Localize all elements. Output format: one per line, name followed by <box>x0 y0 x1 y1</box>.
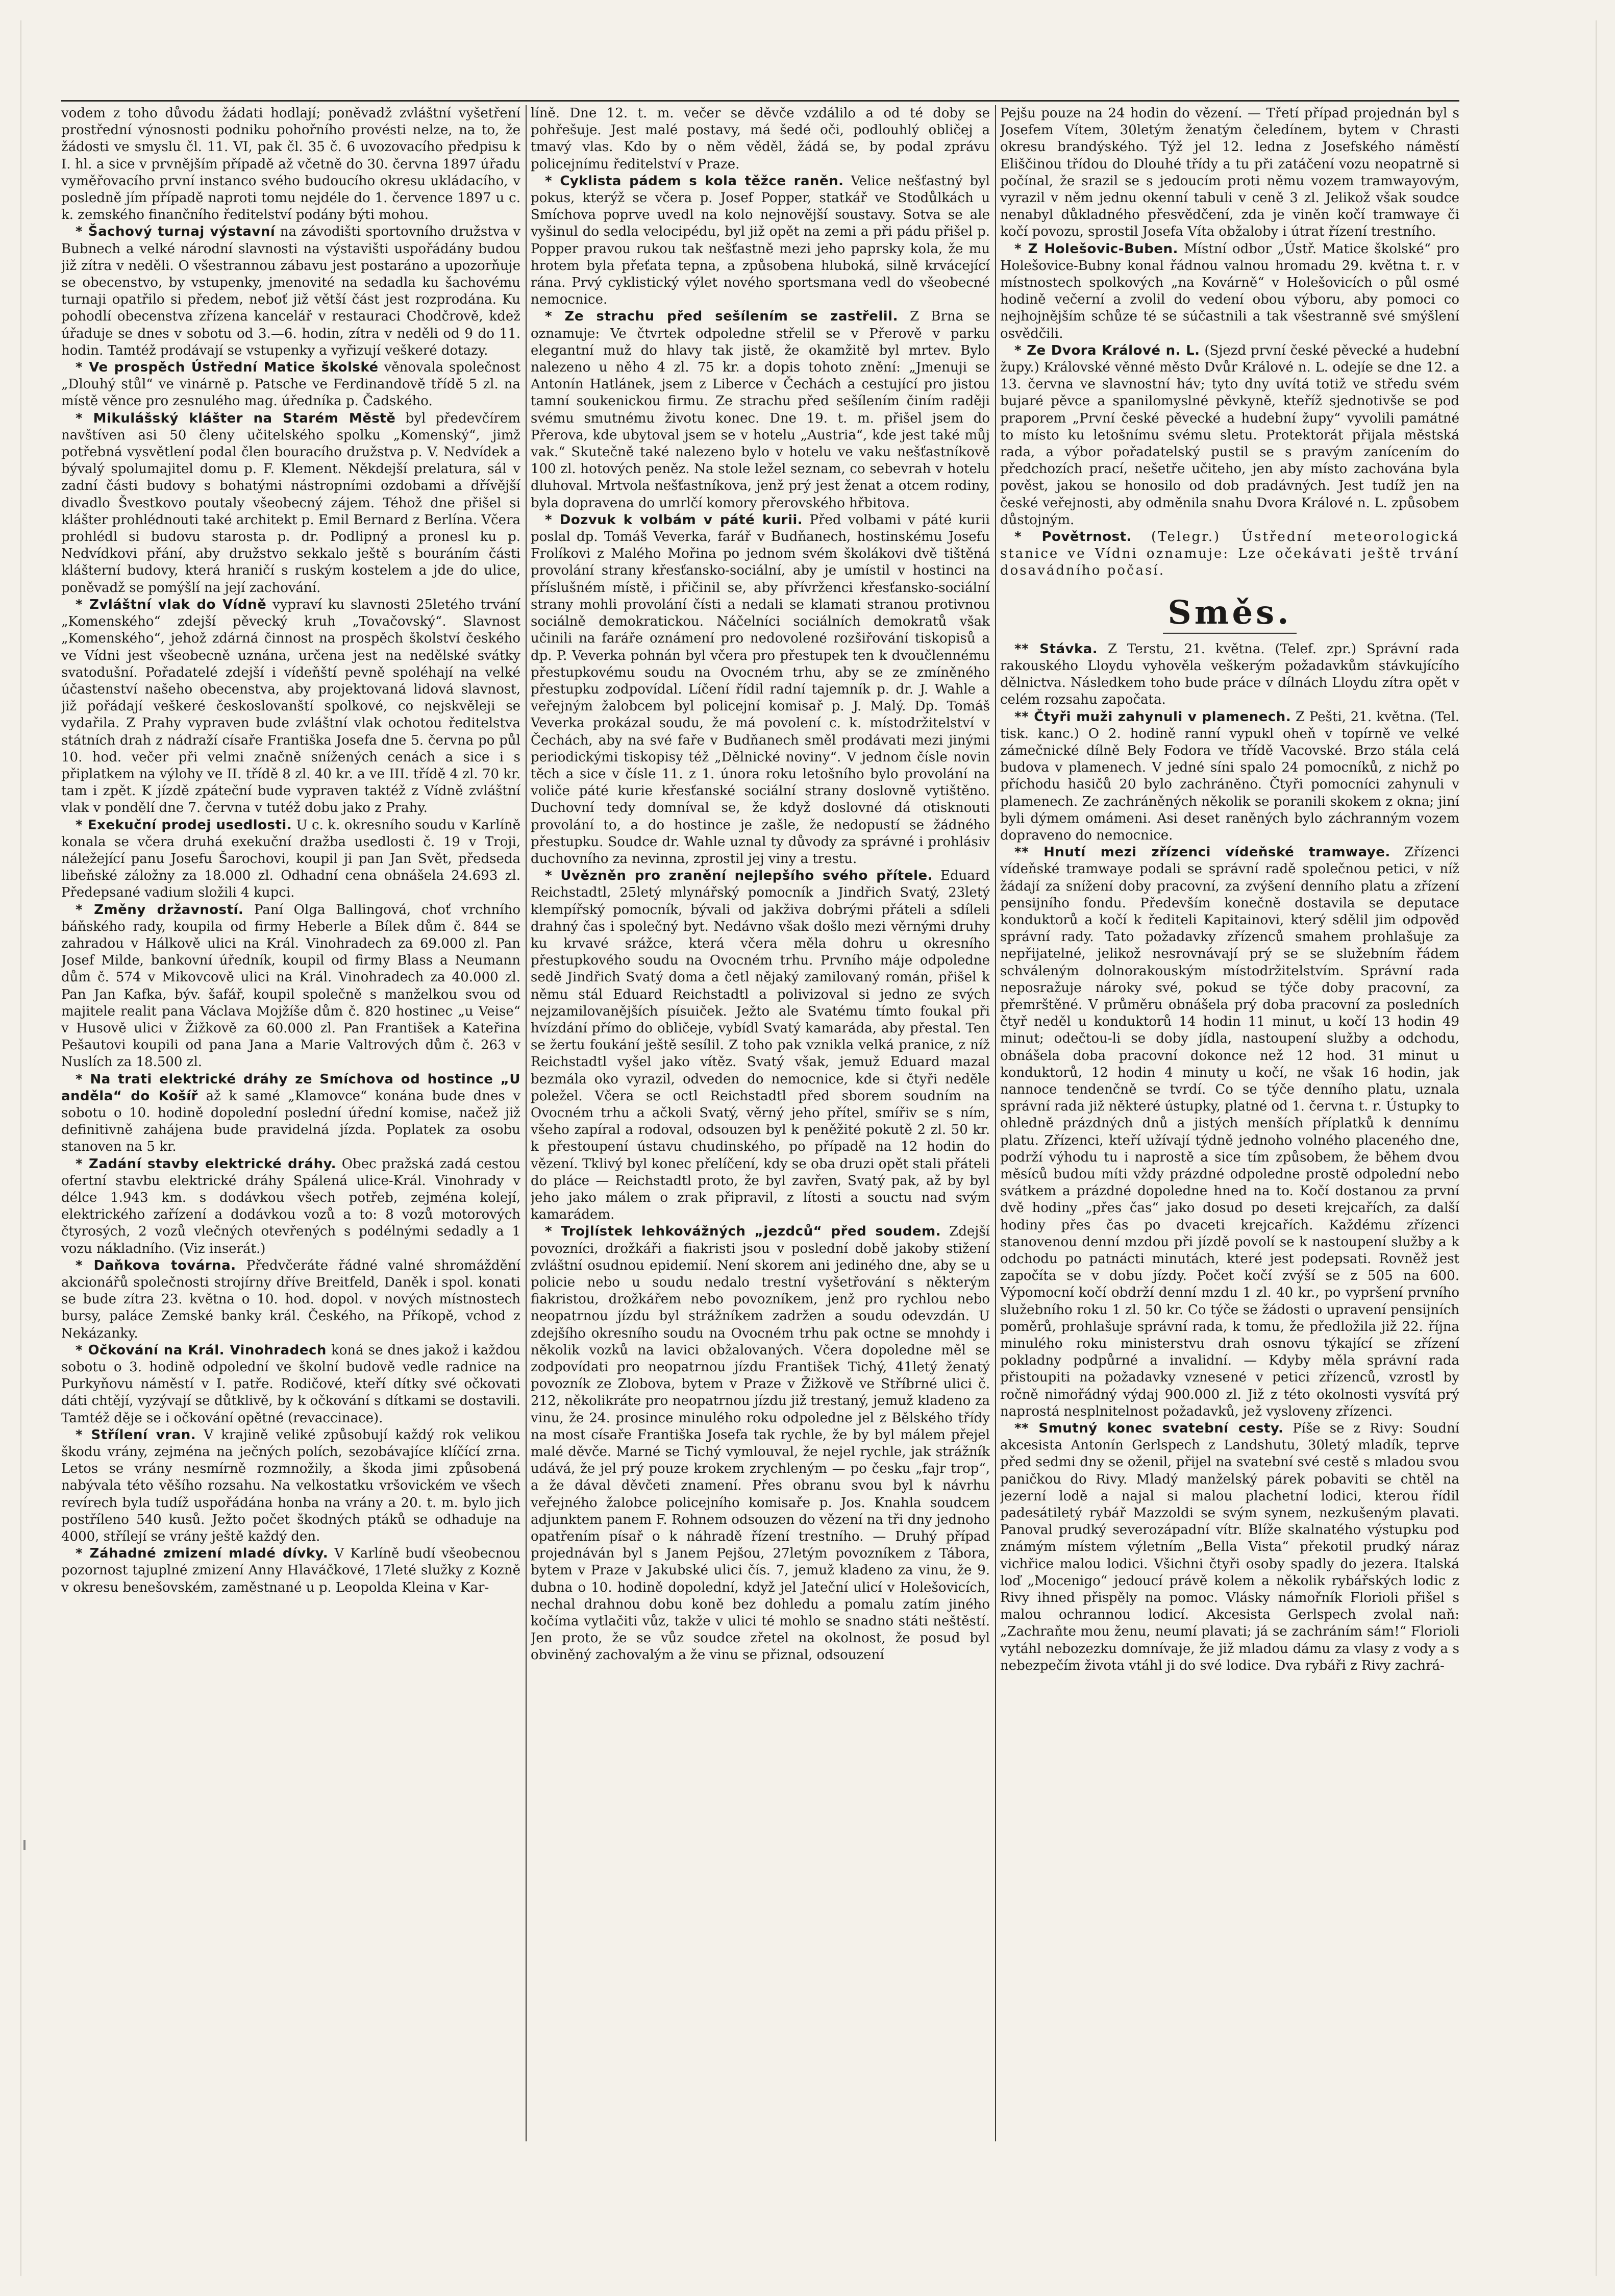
news-body: Velice nešťastný byl pokus, kterýž se včera p. Josef Popper, statkář ve Stodůlkách u Smíchova poprve uvedl na kolo nejnovější soustavy. Sotva se ale vyšinul do sedla velocipédu, byl již opět na zemi a při pádu přišel p. Popper pravou rukou tak nešťastně mezi jeho paprsky kola, že mu hrotem byla přeťata tepna, a způsobena hluboká, silně krvácející rána. Prvý cyklistický výlet nového sportsmana vedl do všeobecné nemocnice. <box>531 173 990 308</box>
news-item <box>1000 641 1459 709</box>
news-body: V Karlíně budí všeobecnou pozornost tajuplné zmizení Anny Hlaváčkové, 17leté služky z Kozně v okresu benešovském, zaměstnané u p. Leopolda Kleina v Kar- <box>61 1546 520 1595</box>
news-headline: * Cyklista pádem s kola těžce raněn. <box>545 173 844 189</box>
news-headline: ** Hnutí mezi zřízenci vídeňské tramwaye. <box>1014 845 1390 860</box>
news-item <box>1000 1420 1459 1674</box>
article-text: vodem z toho důvodu žádati hodlají; poněvadž zvláštní vyšetření prostřední výnosnosti podniku pohořního provésti nelze, na to, že žádosti ve smyslu čl. 11. VI, pak čl. 35 č. 6 uvozovacího předpisu k I. hl. a sice v prvnějším případě až včetně do 30. června 1897 úřadu vyměřovacího první instanco svého budoucího okresu ukládacího, v posledně jím případě naproti tomu nejdéle do 1. července 1897 u c. k. zemského finančního ředitelství podány býti mohou. <box>61 106 520 223</box>
news-item <box>1000 844 1459 1420</box>
news-body: U c. k. okresního soudu v Karlíně konala se včera druhá exekuční dražba usedlosti č. 19 v Troji, náležející panu Josefu Šarochovi, koupil ji pan Jan Svět, předseda libeňské záložny za 18.000 zl. Odhadní cena obnášela 24.693 zl. Předepsané vadium složili 4 kupci. <box>61 817 520 901</box>
news-body: Píše se z Rivy: Soudní akcesista Antonín Gerlspech z Landshutu, 30letý mladík, teprve před sedmi dny se oženil, přijel na svatební své cestě s mladou svou paničkou do Rivy. Mladý manželský párek pobaviti se chtěl na jezerní lodě a najal si malou plachetní lodici, kterou řídil padesátiletý rybář Mazzoldi se svým synem, nezkušeným plavati. Panoval prudký severozápadní vítr. Blíže skalnatého výstupku pod známým místem výletním „Bella Vista“ překotil prudký náraz vichřice malou lodici. Všichni čtyři osoby spadly do jezera. Italská loď „Mocenigo“ jedoucí právě kolem a několik rybářských lodic z Rivy ihned přispěly na pomoc. Vlásky námořník Florioli přišel s malou ochrannou lodicí. Akcesista Gerlspech zvolal naň: „Zachraňte mou ženu, neumí plavati; já se zachráním sám!“ Florioli vytáhl nebozezku domnívaje, že již mladou dámu za vlasy z vody a s nebezpečím života vtáhl ji do své lodice. Dva rybáři z Rivy zachrá- <box>1000 1421 1459 1673</box>
news-body: až k samé „Klamovce“ konána bude dnes v sobotu o 10. hodině dopolední poslední úřední komise, načež již definitivně zahájena bude pravidelná jízda. Poplatek za osobu stanoven na 5 kr. <box>61 1088 520 1155</box>
news-body: Předvčeráte řádné valné shromáždění akcionářů společnosti strojírny dříve Breitfeld, Daněk i spol. konati se bude zítra 23. května o 10. hod. dopol. v nových místnostech bursy, paláce Zemské banky král. Českého, na Příkopě, vchod z Nekázanky. <box>61 1257 520 1341</box>
section-title <box>1000 595 1459 631</box>
top-rule <box>61 100 1459 102</box>
news-item <box>61 817 520 902</box>
column-divider <box>526 105 527 2141</box>
news-body: Zřízenci vídeňské tramwaye podali se správní radě společnou petici, v níž žádají za snížení doby pracovní, za zvýšení denního platu a zřízení pensijního fondu. Především konečně dostavila se deputace konduktorů a kočí k řediteli Kapitainovi, který sdělil jim odpověď správní rady. Tato požadavky zřízenců smahem prohlašuje za nepřijatelné, jelikož nesrovnávají prý se se služebním řádem schváleným dolnorakouským místodržitelstvím. Správní rada neposražuje nároky své, pokud se týče doby pracovní, za přemrštěné. V průměru obnášela prý doba pracovní za posledních čtyř neděl u konduktorů 14 hodin 11 minut, u kočí 13 hodin 49 minut; odečtou-li se doby jídla, nastoupení služby a odchodu, obnášela doba pracovní dokonce než 12 hod. 31 minut u konduktorů, 12 hodin 4 minuty u kočí, ne však 16 hodin, jak nannoce tendenčně se tvrdí. Co se týče denního platu, uznala správní rada již některé ústupky, platné od 1. června t. r. Ústupky to ohledně prázdných dnů a jistých menších příplatků k dennímu platu. Zřízenci, kteří užívají týdně jednoho volného placeného dne, podrží výhodu tu i naprostě a sice tím způsobem, že během dvou měsíců budou míti vždy prázdné odpoledne prostě odpolední nebo svátkem a prázdné dopoledne hned na to. Kočí dostanou za první dvě hodiny „přes čas“ jako dosud po deseti krejcařích, za další hodiny přes čas po dvaceti krejcařích. Každému zřízenci stanovenou denní mzdou při jízdě povolí se k nastoupení služby a k odchodu po patnácti minutách, které jest podepsati. Rovněž jest započíta se v dobu jízdy. Počet kočí zvýší se z 505 na 600. Výpomocní kočí obdrží denní mzdu 1 zl. 40 kr., po vypršení prvního služebního roku 1 zl. 50 kr. Co týče se žádosti o upravení pensijních poměrů, prohlašuje správní rada, k tomu, že předložila již 22. října minulého roku ministerstvu drah osnovu týkající se zřízení pokladny podpůrné a invalidní. — Kdyby měla správní rada přistoupiti na požadavky vznesené v petici zřízenců, vzrostl by ročně nimořádný výdaj 900.000 zl. Již z této okolnosti vysvítá prý naprostá nesplnitelnost požadavků, jež vysloveny zřízenci. <box>1000 845 1459 1419</box>
column-2 <box>531 105 990 2172</box>
section-title-text: Směs. <box>1163 594 1297 634</box>
news-body: Místní odbor „Ústř. Matice školské“ pro Holešovice-Bubny konal řádnou valnou hromadu 29. května t. r. v místnostech spolkových „na Kovárně“ v Holešovicích o půl osmé hodině večerní a zvolil do vedení obou výboru, aby pomoci co nejhojnějším schůze té se súčastnili a tak všestranně své smýšlení osvědčili. <box>1000 241 1459 341</box>
column-divider <box>995 105 996 2141</box>
news-item <box>61 1257 520 1342</box>
news-body: Z Terstu, 21. května. (Telef. zpr.) Správní rada rakouského Lloydu vyhověla veškerým požadavkům stávkujícího dělnictva. Následkem toho bude práce v dílnách Lloydu zítra opět v celém rozsahu započata. <box>1000 641 1459 708</box>
news-item <box>1000 529 1459 580</box>
news-body: Z Pešti, 21. května. (Tel. tisk. kanc.) O 2. hodině ranní vypukl oheň v topírně ve velké zámečnické dílně Bely Fodora ve třídě Vacovské. Brzo stála celá budova v plamenech. V jedné síni spalo 24 pomocníků, z nichž po příchodu hasičů 20 bylo zachráněno. Čtyři pomocníci zahynuli v plamenech. Ze zachráněných několik se poranili skokem z okna; jiní byli dýmem omámeni. Asi deset raněných bylo záchranným vozem dopraveno do nemocnice. <box>1000 709 1459 843</box>
news-headline: * Trojlístek lehkovážných „jezdců“ před soudem. <box>545 1224 941 1240</box>
news-body: Před volbami v páté kurii poslal dp. Tomáš Veverka, farář v Budňanech, hostinskému Josefu Frolíkovi z Malého Mořina po jednom svém školákovi dvě tištěná provolání strany křesťansko-sociální, aby je umístil v hostinci na příslušném místě, i přičinil se, aby přívrženci křesťansko-sociální strany mohli provolání čísti a nedali se klamati stranou protivnou sociálně demokratickou. Náčelníci sociálních demokratů však učinili na faráře oznámení pro nedovolené rozšiřování tiskopisů a dp. P. Veverka pohnán byl včera pro přestupek ten k dvoučlennému přestupkovému soudu na Ovocném trhu, aby se ze zmíněného přestupku zodpovídal. Líčení řídil radní tajemník p. dr. J. Wahle a veřejným žalobcem byl policejní komisař p. J. Malý. Dp. Tomáš Veverka prokázal soudu, že má povolení c. k. místodržitelství v Čechách, aby na své faře v Budňanech směl prodávati mezi jinými periodickými tiskopisy též „Dělnické noviny“. V jednom čísle novin těch a sice v čísle 11. z 1. února roku letošního bylo provolání na voliče páté kurie křesťanské sociální strany doslovně vytištěno. Duchovní tedy domníval se, že když doslovné dá otisknouti provolání to, a do hostince je zašle, že nedopustí se žádného přestupku. Soudce dr. Wahle uznal ty důvody za správné i prohlásiv duchovního za nevinna, zprostil jej viny a trestu. <box>531 512 990 867</box>
article-text: Pejšu pouze na 24 hodin do vězení. — Třetí případ projednán byl s Josefem Vítem, 30letým ženatým čeledínem, bytem v Chrasti okresu brandýského. Týž jel 12. ledna z Josefského náměstí Eliščinou třídou do Dlouhé třídy a tu při zatáčení vozu neopatrně si počínal, že srazil se s jedoucím proti němu vozem tramwayovým, vyrazil v něm jednu okenní tabuli v ceně 3 zl. Jelikož však soudce nenabyl důkladného přesvědčení, zda je viněn kočí tramwaye či kočí povozu, sprostil Josefa Víta obžaloby i útrat řízení trestního. <box>1000 106 1459 240</box>
news-item <box>1000 709 1459 845</box>
margin-mark <box>23 1840 26 1850</box>
news-item <box>531 308 990 511</box>
article-text: líně. Dne 12. t. m. večer se děvče vzdálilo a od té doby se pohřešuje. Jest malé postavy, má šedé oči, podlouhlý obličej a tmavý vlas. Kdo by o něm věděl, žádá se, by podal zprávu policejnímu ředitelství v Praze. <box>531 106 990 172</box>
news-item <box>61 359 520 410</box>
news-item <box>61 902 520 1071</box>
news-item <box>1000 342 1459 529</box>
news-body: Z Brna se oznamuje: Ve čtvrtek odpoledne střelil se v Přerově v parku elegantní muž do hlavy tak jistě, že okamžitě byl mrtev. Bylo nalezeno u něho 4 zl. 75 kr. a dopis tohoto znění: „Jmenuji se Antonín Hatlánek, jsem z Liberce v Čechách a cestující pro jistou tamní soukenickou firmu. Ze strachu před sešílením činím raději svému smutnému životu konec. Dne 19. t. m. přišel jsem do Přerova, kde ubytoval jsem se v hotelu „Austria“, kde jest také můj vak.“ Skutečně také nalezeno bylo v hotelu ve vaku nešťastníkově 100 zl. hotových peněz. Na stole ležel seznam, co sebevrah v hotelu dluhoval. Mrtvola nešťastníkova, jenž prý jest ženat a otcem rodiny, byla dopravena do umrlčí komory přerovského hřbitova. <box>531 309 990 511</box>
news-body: (Telegr.) Ústřední meteorologická stanice ve Vídni oznamuje: Lze očekávati ještě trvání dosavádního počasí. <box>1000 529 1459 579</box>
news-body: (Sjezd první české pěvecké a hudební župy.) Královské věnné město Dvůr Králové n. L. odejíe se dne 12. a 13. června ve slavnostní háv; tyto dny uvítá totiž ve středu svém bujaré pěvce a spanilomyslné pěvkyně, kteříž sjednotivše se pod praporem „První české pěvecké a hudební župy“ vyvolili památné to místo ku letošnímu svému sletu. Protektorát přijala městská rada, a výbor pořadatelský pustil se s pravým zanícením do předchozích prací, nešetře učiteho, jen aby místo zachována byla pověst, jakou se honosilo od dob pradávných. Jest tudíž jen na české veřejnosti, aby odměnila snahu Dvora Králové n. L. způsobem důstojným. <box>1000 342 1459 528</box>
news-headline: * Zvláštní vlak do Vídně <box>76 597 267 612</box>
news-headline: * Povětrnost. <box>1014 529 1132 545</box>
news-headline: * Dozvuk k volbám v páté kurii. <box>545 512 803 528</box>
news-body: Eduard Reichstadtl, 25letý mlynářský pomocník a Jindřich Svatý, 23letý klempířský pomocník, bývali od jakživa dobrými přáteli a sdíleli drahný čas i společný byt. Nedávno však došlo mezi věrnými druhy ku krvavé srážce, která včera měla dohru u okresního přestupkového soudu na Ovocném trhu. Prvního máje odpoledne sedě Jindřich Svatý doma a četl nějaký zamilovaný román, přišel k němu stál Eduard Reichstadtl a polivizoval si jedno ze svých nejzamilovanějších písuiček. Ježto ale Svatému tímto foukal při hvízdání přímo do obličeje, vybídl Svatý kamaráda, aby přestal. Ten se žertu foukání ještě sesílil. Z toho pak vznikla velká pranice, z níž Reichstadtl vyšel jako vítěz. Svatý však, jemuž Eduard mazal bezmála oko vyrazil, odveden do nemocnice, kde si čtyři neděle poležel. Včera se octl Reichstadtl před sborem soudním na Ovocném trhu a ačkoli Svatý, věrný jeho přítel, smířiv se s ním, všeho zapíral a rodoval, odsouzen byl k peněžité pokutě 2 zl. 50 kr. k přestoupení ústavu chudinského, po případě na 12 hodin do vězení. Tklivý byl konec přelíčení, kdy se oba druzi opět stali přáteli do pláce — Reichstadtl proto, že byl zavřen, Svatý pak, až by byl jeho jako málem o zrak připravil, z lítosti a souctu nad svým kamarádem. <box>531 868 990 1223</box>
news-headline: * Střílení vran. <box>76 1427 196 1443</box>
news-headline: * Daňkova továrna. <box>76 1257 236 1273</box>
news-item <box>61 1342 520 1427</box>
news-item <box>61 224 520 359</box>
news-headline: ** Smutný konec svatební cesty. <box>1014 1421 1284 1437</box>
news-headline: * Z Holešovic-Buben. <box>1014 241 1178 257</box>
news-item <box>531 1223 990 1664</box>
news-headline: * Ze Dvora Králové n. L. <box>1014 342 1200 358</box>
news-item <box>531 868 990 1223</box>
news-body: vypraví ku slavnosti 25letého trvání „Komenského“ zdejší pěvecký kruh „Tovačovský“. Slavnost „Komenského“, jehož zdárná činnost na prospěch školství českého ve Vídni jest všeobecně uznána, určena jest na nedělské svátky svatodušní. Pořadatelé zdejší i vídeňští pevně spoléhají na velké účastenství našeho obecenstva, aby projektovaná lidová slavnost, již pořádají veškeré českoslovanští spolkové, co nejskvěleji se vydařila. Z Prahy vypraven bude zvláštní vlak ochotou ředitelstva státních drah z nádraží císaře Františka Josefa dne 5. června po půl 10. hod. večer při velmi značně snížených cenách a sice i s připlatkem na výlohy ve II. třídě 8 zl. 40 kr. a ve III. třídě 4 zl. 70 kr. tam i zpět. K jízdě zpáteční bude vypraven taktéž z Vídně zvláštní vlak v pondělí dne 7. června v tutéž dobu jako z Prahy. <box>61 597 520 816</box>
news-headline: * Ve prospěch Ústřední Matice školské <box>76 360 379 376</box>
news-headline: * Zadání stavby elektrické dráhy. <box>76 1156 337 1172</box>
news-item <box>531 173 990 309</box>
news-body: byl předevčírem navštíven asi 50 členy učitelského spolku „Komenský“, jimž potřebná vysvětlení podal člen bouracího družstva p. V. Nedvídek a bývalý spolumajitel domu p. F. Klement. Někdejší prelatura, sál v zadní části budovy s bohatými nástropními ozdobami a dřívější divadlo Švestkovo poutaly všeobecný zájem. Téhož dne přišel si klášter prohlédnouti také architekt p. Emil Bernard z Berlína. Včera prohlédl si budovu starosta p. dr. Podlipný a pronesl ku p. Nedvídkovi přání, aby družstvo sekkalo ještě s bouráním části klášterní budovy, která hraničí s ruským kostelem a jde do ulice, poněvadž se pomýšlí na její zachování. <box>61 410 520 596</box>
news-body: Paní Olga Ballingová, choť vrchního báňského rady, koupila od firmy Heberle a Bílek dům č. 844 se zahradou v Hálkově ulici na Král. Vinohradech za 69.000 zl. Pan Josef Milde, bankovní úředník, koupil od firmy Blass a Neumann dům č. 574 v Mikovcově ulici na Král. Vinohradech za 40.000 zl. Pan Jan Kafka, býv. šafář, koupil společně s manželkou svou od majitele realit pana Václava Mojžíše dům č. 820 hostinec „u Veise“ v Husově ulici v Žižkově za 60.000 zl. Pan František a Kateřina Pešautovi koupili od pana Jana a Marie Valtrových dům č. 263 v Nuslích za 18.500 zl. <box>61 902 520 1070</box>
news-item <box>61 410 520 597</box>
news-body: Zdejší povozníci, drožkáři a fiakristi jsou v poslední době jakoby stižení zvláštní osudnou epidemií. Není skorem ani jediného dne, aby se u policie nebo u soudu nedalo trestní vyšetřování s některým fiakristou, drožkářem nebo povozníkem, jenž pro rychlou nebo neopatrnou jízdu byl strážníkem zadržen a soudu odevzdán. U zdejšího okresního soudu na Ovocném trhu pak octne se mnohdy i několik vozků na lavici obžalovaných. Včera dopoledne měl se zodpovídati pro neopatrnou jízdu František Tichý, 41letý ženatý povozník ze Zlobova, bytem v Praze v Žižkově ve Stříbrné ulici č. 212, několikráte pro neopatrnou jízdu již trestaný, jemuž kladeno za vinu, že 24. prosince minulého roku odpoledne jel z Bělského třídy na most císaře Františka Josefa tak rychle, že by byl málem přejel malé děvče. Marné se Tichý vymlouval, že nejel rychle, jak strážník udává, že jel prý pouze krokem zrychleným — po česku „fajr trop“, a že dával děvčeti znamení. Přes obranu svou byl k návrhu veřejného žalobce policejního komisaře p. Jos. Knahla soudcem adjunktem panem F. Rohnem odsouzen do vězení na tři dny jednoho opatřením písař o k náhradě řízení trestního. — Druhý případ projednáván byl s Janem Pejšou, 27letým povozníkem z Tábora, bytem v Praze v Jakubské ulici čís. 7, jemuž kladeno za vinu, že 9. dubna o 10. hodině dopolední, když jel Jateční ulicí v Holešovicích, nechal drahnou dobu koně bez dohledu a pomalu zatím jiného kočíma vytlačiti vůz, takže v ulici té mohlo se snadno státi neštěstí. Jen proto, že se vůz soudce zřetel na okolnost, že posud byl obviněný zachovalým a že vinu se přiznal, odsouzení <box>531 1224 990 1663</box>
news-item <box>61 1545 520 1596</box>
news-headline: * Očkování na Král. Vinohradech <box>76 1342 327 1358</box>
news-headline: * Mikulášský klášter na Starém Městě <box>76 410 396 426</box>
news-headline: * Uvězněn pro zranění nejlepšího svého přítele. <box>545 868 933 884</box>
news-item <box>531 512 990 868</box>
news-headline: ** Čtyři muži zahynuli v plamenech. <box>1014 709 1291 725</box>
news-headline: * Šachový turnaj výstavní <box>76 224 276 240</box>
column-1 <box>61 105 520 2172</box>
news-headline: * Na trati elektrické dráhy ze Smíchova od hostince „U anděla“ do Košíř <box>61 1071 520 1104</box>
news-item <box>1000 241 1459 342</box>
news-item <box>61 597 520 817</box>
column-3 <box>1000 105 1459 2172</box>
news-body: V krajině veliké způsobují každý rok velikou škodu vrány, zejména na ječných polích, sezobávajíce klíčící zrna. Letos se vrány nesmírně rozmnožily, a škoda jimi způsobená nabývala této věšího rozsahu. Na velkostatku vršovickém ve všech revírech byla tudíž uspořádána honba na vrány a 20. t. m. bylo jich postříleno 540 kusů. Ježto počet škodných ptáků se odhaduje na 4000, střílejí se vrány ještě každý den. <box>61 1427 520 1545</box>
news-item <box>61 1156 520 1257</box>
news-item <box>61 1071 520 1156</box>
news-body: na závodišti sportovního družstva v Bubnech a velké národní slavnosti na výstavišti uspořádány budou již zítra v neděli. O všestrannou zábavu jest postaráno a upozorňuje se obecenstvo, by vstupenky, jmenovité na sedadla ku šachovému turnaji opatřilo si předem, neboť již větší část jest rozprodána. Ku pohodlí obecenstva zřízena kancelář v restauraci Chodčrově, kdež úřaduje se dnes v sobotu od 3.—6. hodin, zítra v neděli od 9 do 11. hodin. Tamtéž prodávají se vstupenky a vyřizují veškeré dotazy. <box>61 224 520 358</box>
news-body: koná se dnes jakož i každou sobotu o 3. hodině odpolední ve školní budově vedle radnice na Purkyňovu náměstí v I. patře. Rodičové, kteří dítky své očkovati dáti chtějí, vyzývají se důtklivě, by k očkování s dítkami se dostavili. Tamtéž děje se i očkování opětné (revaccinace). <box>61 1342 520 1426</box>
news-body: věnovala společnost „Dlouhý stůl“ ve vinárně p. Patsche ve Ferdinandově třídě 5 zl. na místě věnce pro zesnulého mag. úředníka p. Čadského. <box>61 360 520 409</box>
news-headline: * Změny državností. <box>76 902 244 918</box>
news-headline: * Ze strachu před sešílením se zastřelil. <box>545 309 898 325</box>
news-headline: * Exekuční prodej usedlosti. <box>76 817 292 833</box>
news-headline: ** Stávka. <box>1014 641 1098 657</box>
news-item <box>61 1427 520 1545</box>
news-body: Obec pražská zadá cestou ofertní stavbu elektrické dráhy Spálená ulice-Král. Vinohrady v délce 1.943 km. s dodávkou všech potřeb, zejména kolejí, elektrického zařízení a dodávkou vozů a to: 8 vozů motorových čtyrosých, 2 vozů vlečných otevřených s podélnými sedadly a 1 vozu nákladního. (Viz inserát.) <box>61 1156 520 1256</box>
news-headline: * Záhadné zmizení mladé dívky. <box>76 1546 329 1562</box>
